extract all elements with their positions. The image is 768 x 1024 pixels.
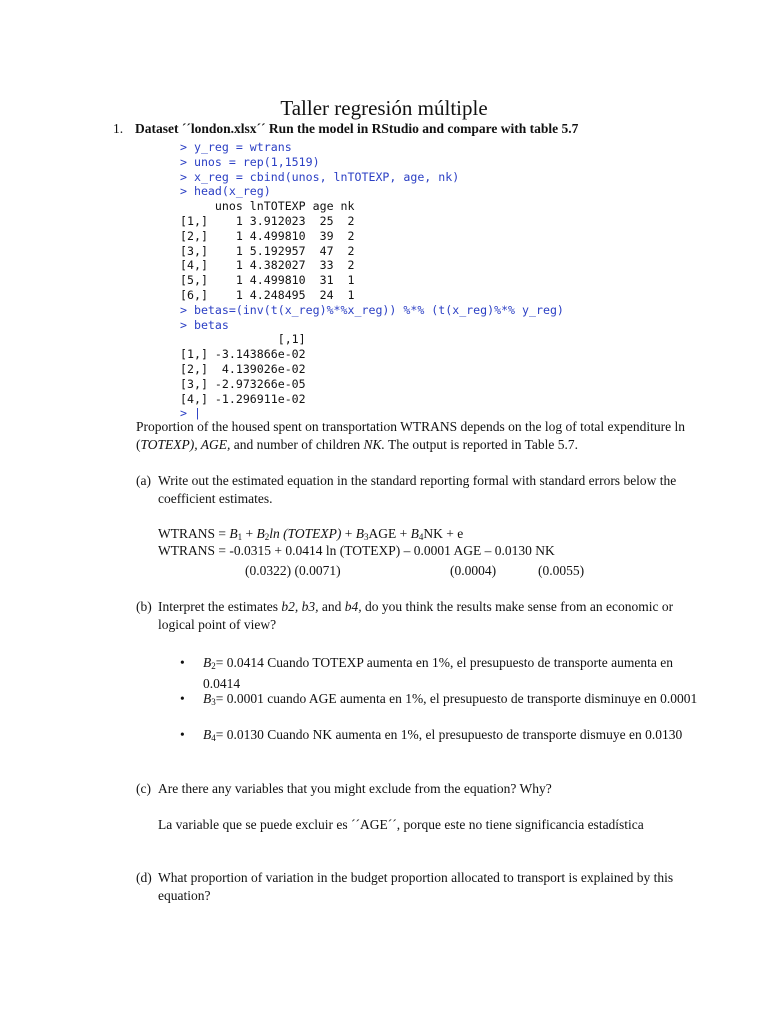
eq-lhs: WTRANS = bbox=[158, 526, 230, 541]
head-row: [6,] 1 4.248495 24 1 bbox=[180, 287, 355, 302]
head-row: [2,] 1 4.499810 39 2 bbox=[180, 228, 355, 243]
betas-header: [,1] bbox=[180, 332, 306, 347]
b-text: and bbox=[318, 599, 345, 614]
bullet-symbol: B bbox=[203, 655, 212, 670]
intro-text: The output is reported in Table 5.7. bbox=[384, 436, 579, 452]
bullet-body: = 0.0001 cuando AGE aumenta en 1%, el presupuesto de transporte disminuye en 0.0001 bbox=[215, 691, 698, 706]
head-row: [1,] 1 3.912023 25 2 bbox=[180, 213, 355, 228]
cursor-icon: | bbox=[193, 406, 201, 421]
intro-paragraph bbox=[136, 418, 696, 453]
eq-b2-sub: 2 bbox=[264, 532, 270, 542]
question-text: Dataset ´´london.xlsx´´ Run the model in RStudio and compare with table 5.7 bbox=[135, 121, 579, 136]
question-d-label: (d) bbox=[136, 870, 152, 885]
console-command: > head(x_reg) bbox=[180, 184, 271, 199]
prompt-symbol: > bbox=[180, 406, 194, 421]
standard-errors-3: (0.0055) bbox=[538, 563, 585, 578]
b-text: do you think the results make sense from an economic or logical point of view? bbox=[158, 599, 674, 632]
bullet-text bbox=[203, 690, 703, 711]
bullet-text bbox=[203, 726, 703, 747]
b-estimates: b2, b3, bbox=[281, 599, 319, 614]
bullet-symbol-sub: 4 bbox=[211, 733, 216, 743]
head-row: [3,] 1 5.192957 47 2 bbox=[180, 243, 355, 258]
question-1 bbox=[113, 121, 578, 137]
question-a-label: (a) bbox=[136, 473, 151, 488]
bullet-icon: • bbox=[180, 655, 185, 670]
betas-row: [1,] -3.143866e-02 bbox=[180, 347, 306, 362]
eq-age: AGE + bbox=[368, 526, 411, 541]
eq-rest: NK + e bbox=[423, 526, 464, 541]
eq-b4: B bbox=[410, 526, 419, 541]
b-estimates: b4, bbox=[344, 599, 362, 614]
question-c-label: (c) bbox=[136, 781, 151, 796]
rstudio-console-output bbox=[180, 140, 564, 421]
console-command: > y_reg = wtrans bbox=[180, 140, 292, 154]
page-title: Taller regresión múltiple bbox=[280, 96, 488, 120]
bullet-symbol-sub: 2 bbox=[211, 661, 216, 671]
bullet-body: = 0.0414 Cuando TOTEXP aumenta en 1%, el presupuesto de transporte aumenta en 0.0414 bbox=[203, 655, 674, 691]
question-d-text: What proportion of variation in the budget proportion allocated to transport is explained by this equation? bbox=[158, 870, 674, 903]
question-c-text: Are there any variables that you might exclude from the equation? Why? bbox=[158, 781, 552, 796]
betas-row: [2,] 4.139026e-02 bbox=[180, 361, 306, 376]
console-command: > unos = rep(1,1519) bbox=[180, 154, 320, 169]
eq-b3: B bbox=[355, 526, 365, 541]
bullet-symbol: B bbox=[203, 727, 212, 742]
eq-b3-sub: 3 bbox=[364, 532, 369, 542]
eq-plus: + bbox=[341, 526, 356, 541]
question-number: 1. bbox=[113, 121, 124, 136]
standard-errors-2: (0.0004) bbox=[450, 563, 497, 578]
bullet-icon: • bbox=[180, 691, 185, 706]
eq-plus: + bbox=[242, 526, 257, 541]
question-a-text: Write out the estimated equation in the standard reporting formal with standard errors below the coefficient estimates. bbox=[158, 473, 677, 506]
eq-b4-sub: 4 bbox=[418, 532, 424, 542]
bullet-symbol-sub: 3 bbox=[211, 697, 216, 707]
bullet-body: = 0.0130 Cuando NK aumenta en 1%, el presupuesto de transporte dismuye en 0.0130 bbox=[215, 727, 683, 742]
intro-nk: NK. bbox=[363, 436, 385, 452]
eq-ln-totexp: ln (TOTEXP) bbox=[269, 526, 342, 541]
bullet-symbol: B bbox=[203, 691, 212, 706]
bullet-icon: • bbox=[180, 727, 185, 742]
eq-b2: B bbox=[256, 526, 265, 541]
intro-text: and number of children bbox=[230, 436, 364, 452]
console-command: > betas=(inv(t(x_reg)%*%x_reg)) %*% (t(x_reg)%*% y_reg) bbox=[180, 302, 564, 317]
betas-row: [3,] -2.973266e-05 bbox=[180, 376, 306, 391]
intro-totexp: TOTEXP), AGE, bbox=[140, 436, 231, 452]
head-header: unos lnTOTEXP age nk bbox=[180, 199, 355, 214]
betas-row: [4,] -1.296911e-02 bbox=[180, 391, 306, 406]
console-command: > x_reg = cbind(unos, lnTOTEXP, age, nk) bbox=[180, 169, 460, 184]
question-c-answer: La variable que se puede excluir es ´´AGE´´, porque este no tiene significancia estadística bbox=[158, 817, 644, 832]
equation-estimated: WTRANS = -0.0315 + 0.0414 ln (TOTEXP) – 0.0001 AGE – 0.0130 NK bbox=[158, 543, 555, 558]
intro-text: Proportion of the housed spent on transportation WTRANS depends on the log of total expenditure ln ( bbox=[136, 419, 686, 452]
eq-b1-sub: 1 bbox=[237, 532, 243, 542]
question-b-label: (b) bbox=[136, 599, 152, 614]
question-b-text bbox=[158, 598, 698, 633]
eq-b1: B bbox=[229, 526, 238, 541]
head-row: [5,] 1 4.499810 31 1 bbox=[180, 273, 355, 288]
standard-errors-1: (0.0322) (0.0071) bbox=[245, 563, 341, 578]
head-row: [4,] 1 4.382027 33 2 bbox=[180, 258, 355, 273]
console-command: > betas bbox=[180, 317, 229, 332]
bullet-text bbox=[203, 654, 703, 692]
b-text: Interpret the estimates bbox=[158, 599, 282, 614]
